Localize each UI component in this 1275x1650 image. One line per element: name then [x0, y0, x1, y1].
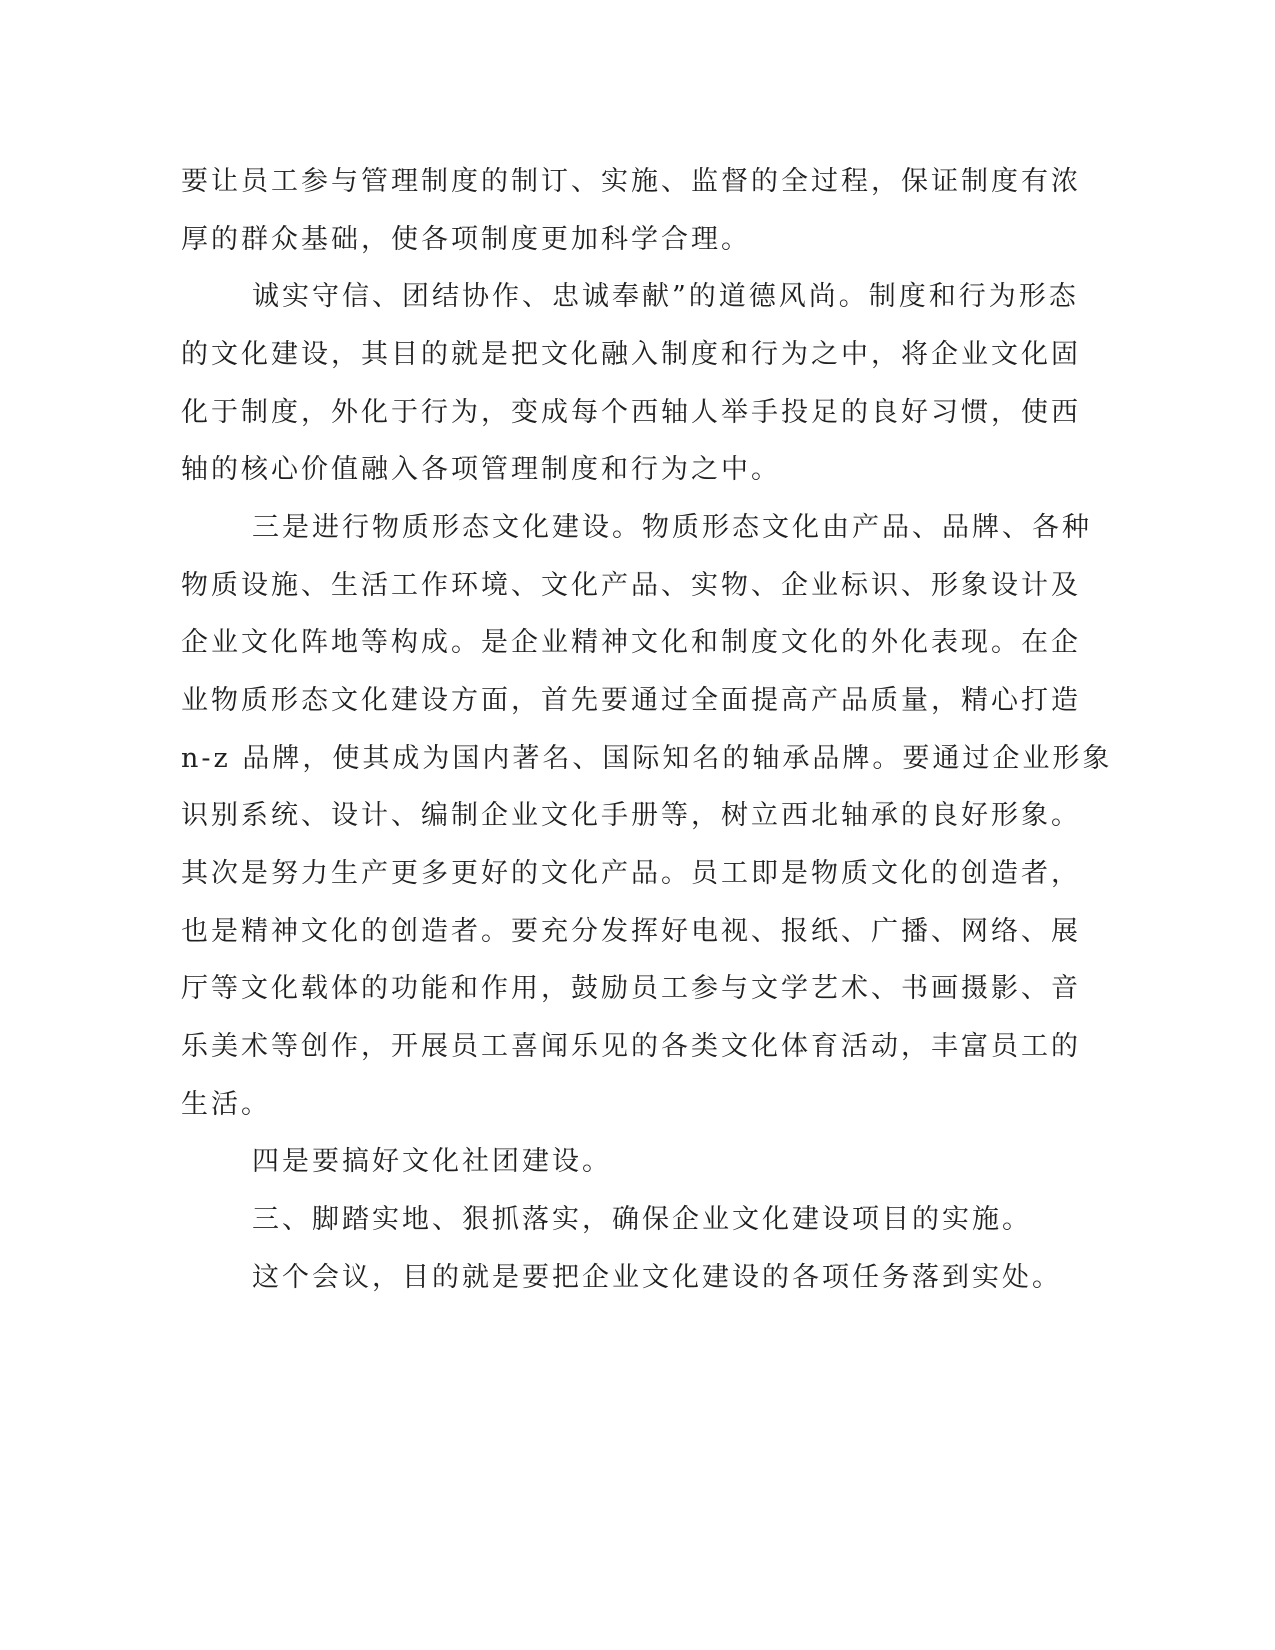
text-line: 乐美术等创作，开展员工喜闻乐见的各类文化体育活动，丰富员工的	[181, 1031, 1081, 1062]
text-line: 诚实守信、团结协作、忠诚奉献”的道德风尚。制度和行为形态	[252, 281, 1079, 312]
text-line: 厅等文化载体的功能和作用，鼓励员工参与文学艺术、书画摄影、音	[181, 973, 1081, 1004]
text-line: n-z 品牌，使其成为国内著名、国际知名的轴承品牌。要通过企业形象	[181, 743, 1113, 774]
text-line: 化于制度，外化于行为，变成每个西轴人举手投足的良好习惯，使西	[181, 397, 1081, 428]
text-line: 轴的核心价值融入各项管理制度和行为之中。	[181, 454, 781, 485]
text-line: 这个会议，目的就是要把企业文化建设的各项任务落到实处。	[252, 1262, 1062, 1293]
text-line: 三、脚踏实地、狠抓落实，确保企业文化建设项目的实施。	[252, 1204, 1032, 1235]
text-line: 企业文化阵地等构成。是企业精神文化和制度文化的外化表现。在企	[181, 627, 1081, 658]
text-line: 生活。	[181, 1089, 271, 1120]
text-line: 业物质形态文化建设方面，首先要通过全面提高产品质量，精心打造	[181, 685, 1081, 716]
text-line: 物质设施、生活工作环境、文化产品、实物、企业标识、形象设计及	[181, 570, 1081, 601]
text-line: 的文化建设，其目的就是把文化融入制度和行为之中，将企业文化固	[181, 339, 1081, 370]
text-line: 其次是努力生产更多更好的文化产品。员工即是物质文化的创造者，	[181, 858, 1081, 889]
text-line: 也是精神文化的创造者。要充分发挥好电视、报纸、广播、网络、展	[181, 916, 1081, 947]
text-line: 识别系统、设计、编制企业文化手册等，树立西北轴承的良好形象。	[181, 800, 1081, 831]
text-line: 要让员工参与管理制度的制订、实施、监督的全过程，保证制度有浓	[181, 166, 1081, 197]
text-line: 厚的群众基础，使各项制度更加科学合理。	[181, 224, 751, 255]
text-line: 四是要搞好文化社团建设。	[252, 1146, 612, 1177]
text-line: 三是进行物质形态文化建设。物质形态文化由产品、品牌、各种	[252, 512, 1092, 543]
